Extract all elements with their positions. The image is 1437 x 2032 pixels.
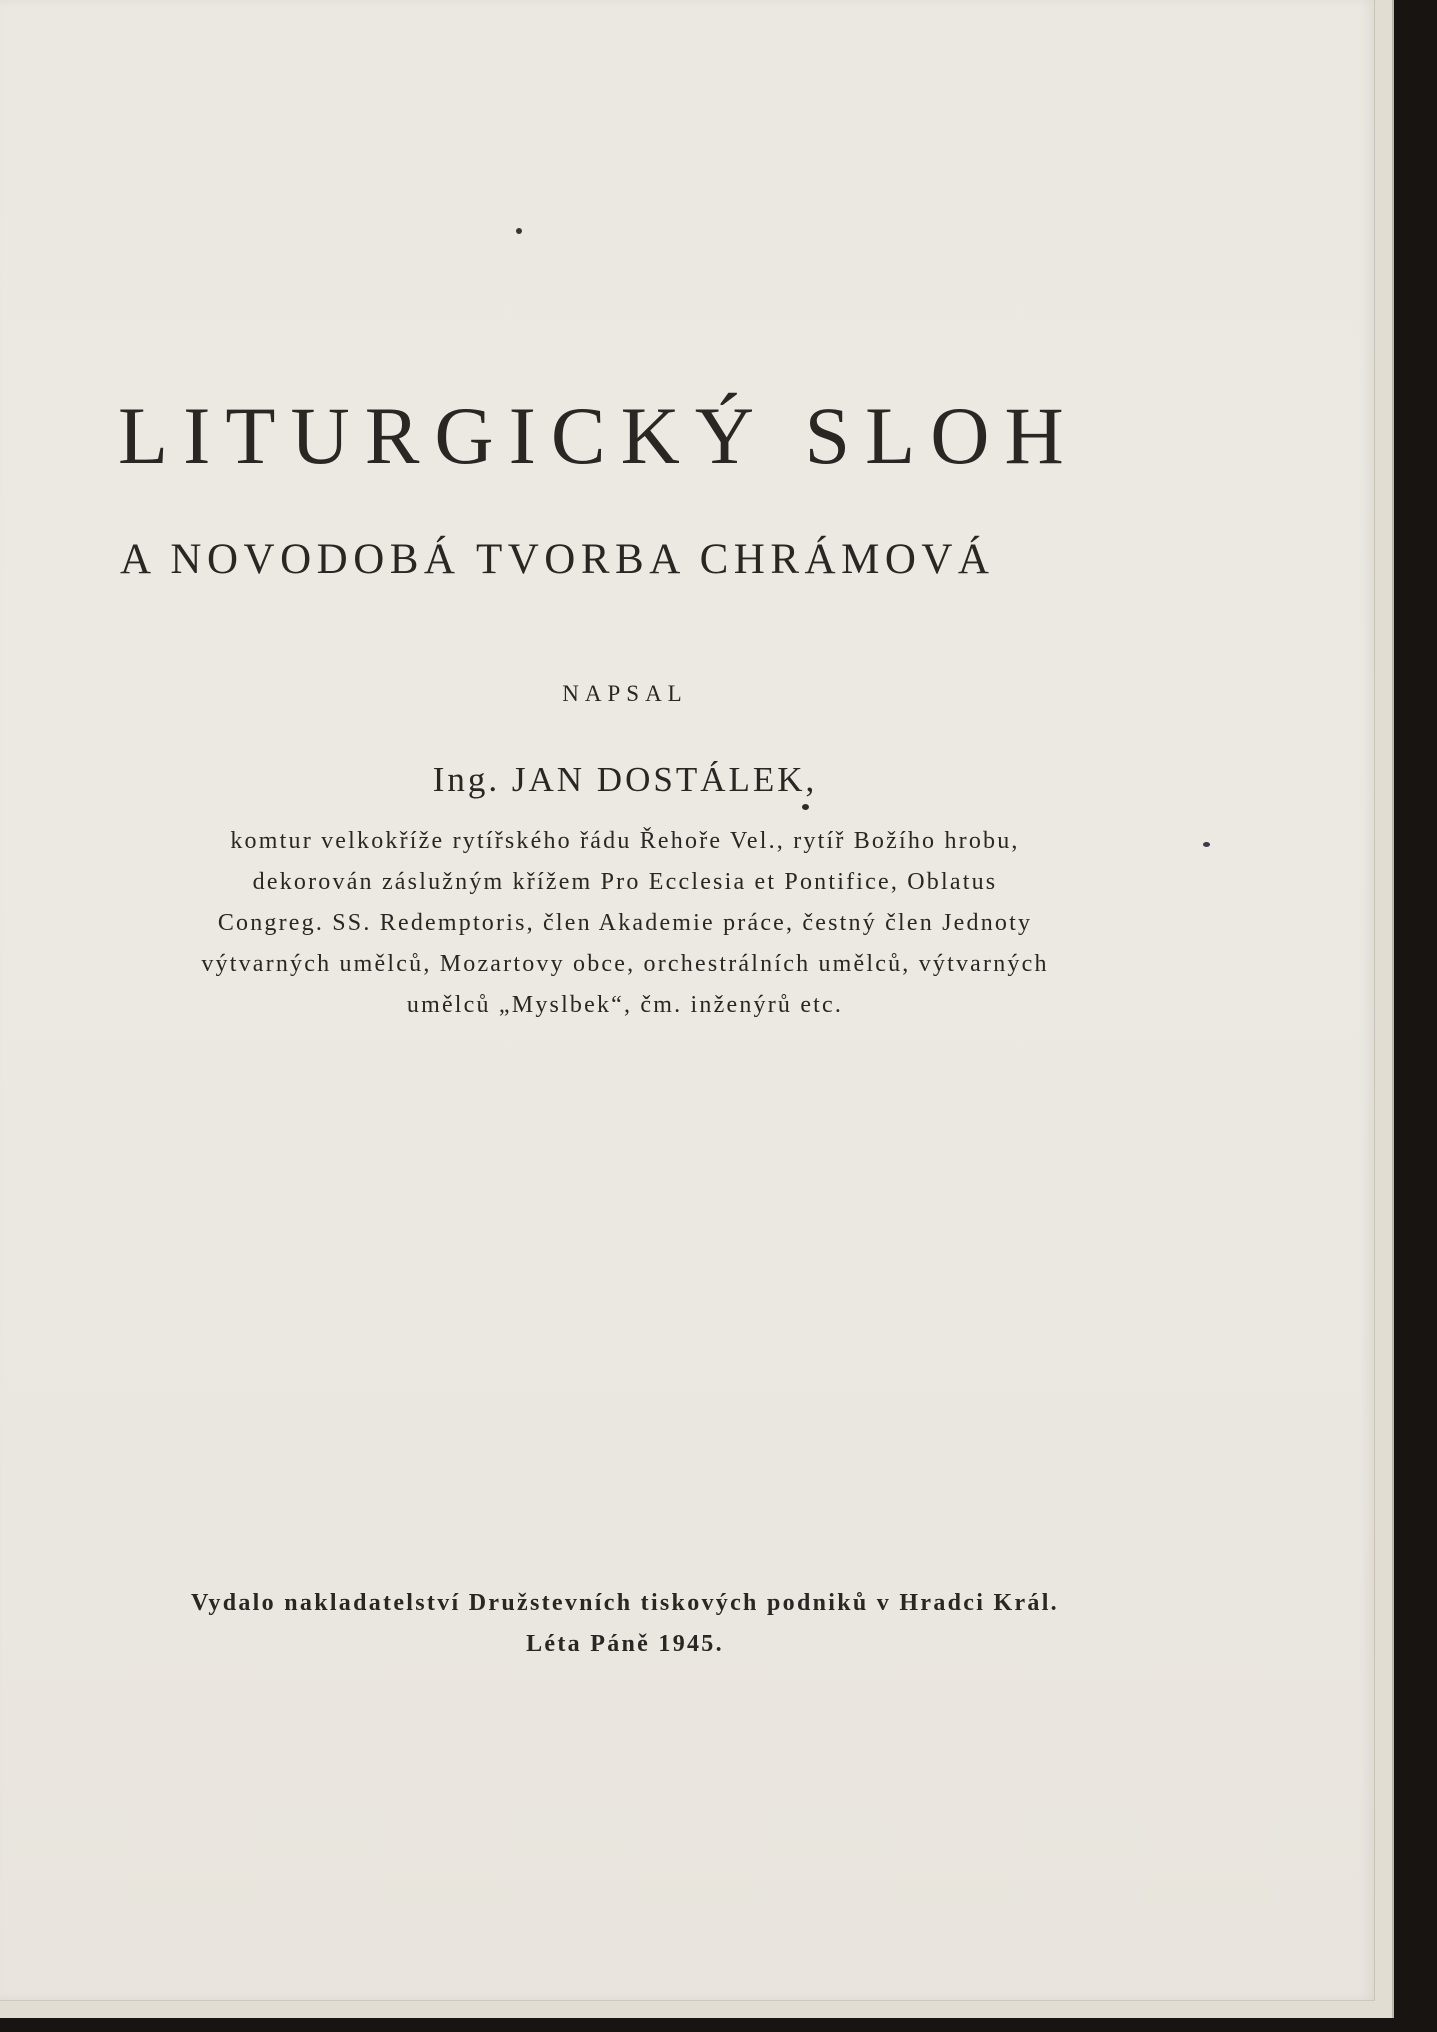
author-description-line: dekorován záslužným křížem Pro Ecclesia et Pontifice, Oblatus	[252, 869, 998, 895]
author-description-line: umělců „Myslbek“, čm. inženýrů etc.	[406, 992, 844, 1018]
ink-speck	[1203, 842, 1210, 847]
ink-speck	[516, 228, 522, 234]
author-description-line: Congreg. SS. Redemptoris, člen Akademie práce, čestný člen Jednoty	[217, 910, 1033, 936]
year-line: Léta Páně 1945.	[526, 1631, 724, 1657]
author-description	[100, 821, 1150, 1026]
author-description-line: výtvarných umělců, Mozartovy obce, orchestrálních umělců, výtvarných	[201, 951, 1049, 977]
author-name: Ing. JAN DOSTÁLEK,	[432, 760, 818, 799]
book-subtitle: A NOVODOBÁ TVORBA CHRÁMOVÁ	[120, 536, 995, 583]
byline-label: NAPSAL	[562, 681, 688, 706]
book-title: LITURGICKÝ SLOH	[118, 390, 1079, 481]
ink-speck	[802, 804, 809, 810]
publisher-imprint	[0, 1583, 1250, 1665]
publisher-line: Vydalo nakladatelství Družstevních tiskových podniků v Hradci Král.	[191, 1590, 1059, 1616]
author-description-line: komtur velkokříže rytířského řádu Řehoře Vel., rytíř Božího hrobu,	[230, 828, 1020, 854]
